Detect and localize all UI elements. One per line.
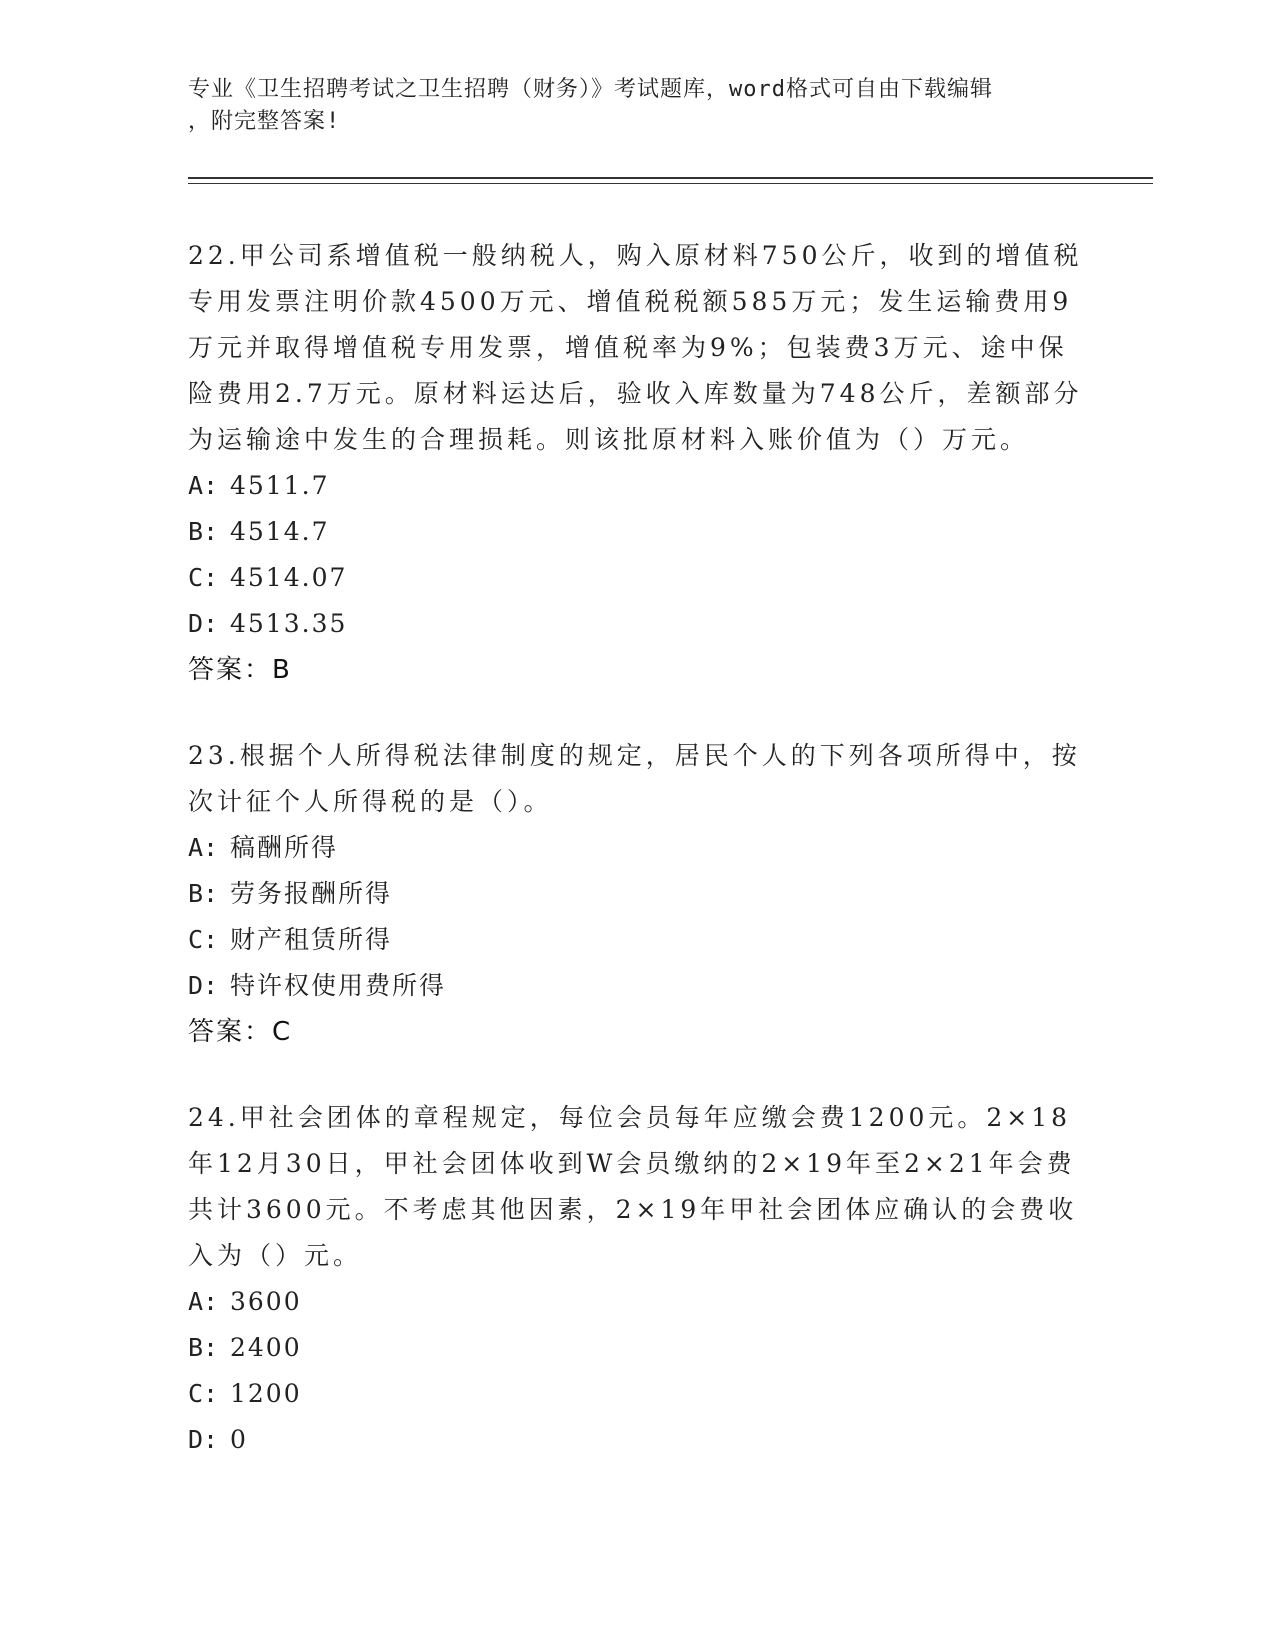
option-b [188, 871, 1088, 917]
option-a [188, 1279, 1088, 1325]
option-text: 4511.7 [230, 471, 330, 500]
question-23 [188, 733, 1088, 1055]
answer-line: 答案：C [188, 1017, 293, 1047]
question-stem: 22.甲公司系增值税一般纳税人，购入原材料750公斤，收到的增值税专用发票注明价款4500万元、增值税税额585万元；发生运输费用9万元并取得增值税专用发票，增值税率为9%；包装费3万元、途中保险费用2.7万元。原材料运达后，验收入库数量为748公斤，差额部分为运输途中发生的合理损耗。则该批原材料入账价值为（）万元。 [188, 241, 1083, 454]
option-text: 2400 [230, 1333, 302, 1362]
option-key: B: [188, 517, 219, 546]
option-c [188, 555, 1088, 601]
option-text: 1200 [230, 1379, 302, 1408]
header-line-1: 专业《卫生招聘考试之卫生招聘（财务）》考试题库，word格式可自由下载编辑 [188, 77, 993, 102]
option-d [188, 601, 1088, 647]
header-divider-thick [188, 177, 1153, 179]
option-text: 特许权使用费所得 [230, 971, 447, 1000]
option-key: C: [188, 563, 219, 592]
answer-line: 答案：B [188, 655, 292, 685]
document-header [188, 74, 1068, 138]
option-key: B: [188, 879, 219, 908]
option-c [188, 917, 1088, 963]
option-key: A: [188, 1287, 219, 1316]
option-text: 稿酬所得 [230, 833, 339, 862]
option-key: B: [188, 1333, 219, 1362]
option-text: 4514.7 [230, 517, 330, 546]
option-key: D: [188, 971, 219, 1000]
option-b [188, 509, 1088, 555]
option-c [188, 1371, 1088, 1417]
option-a [188, 463, 1088, 509]
option-b [188, 1325, 1088, 1371]
option-key: C: [188, 1379, 219, 1408]
option-text: 3600 [230, 1287, 302, 1316]
option-d [188, 963, 1088, 1009]
option-text: 4514.07 [230, 563, 348, 592]
option-key: D: [188, 1425, 219, 1454]
option-text: 财产租赁所得 [230, 925, 393, 954]
header-divider-thin [188, 183, 1153, 184]
option-key: A: [188, 833, 219, 862]
question-22 [188, 233, 1088, 693]
option-d [188, 1417, 1088, 1463]
question-stem: 24.甲社会团体的章程规定，每位会员每年应缴会费1200元。2×18年12月30日，甲社会团体收到W会员缴纳的2×19年至2×21年会费共计3600元。不考虑其他因素，2×19年甲社会团体应确认的会费收入为（）元。 [188, 1103, 1078, 1270]
question-stem: 23.根据个人所得税法律制度的规定，居民个人的下列各项所得中，按次计征个人所得税的是（）。 [188, 741, 1081, 816]
question-24 [188, 1095, 1088, 1463]
option-key: C: [188, 925, 219, 954]
option-a [188, 825, 1088, 871]
header-line-2: ，附完整答案! [188, 109, 341, 134]
option-key: A: [188, 471, 219, 500]
option-key: D: [188, 609, 219, 638]
option-text: 4513.35 [230, 609, 348, 638]
option-text: 劳务报酬所得 [230, 879, 393, 908]
option-text: 0 [230, 1425, 248, 1454]
